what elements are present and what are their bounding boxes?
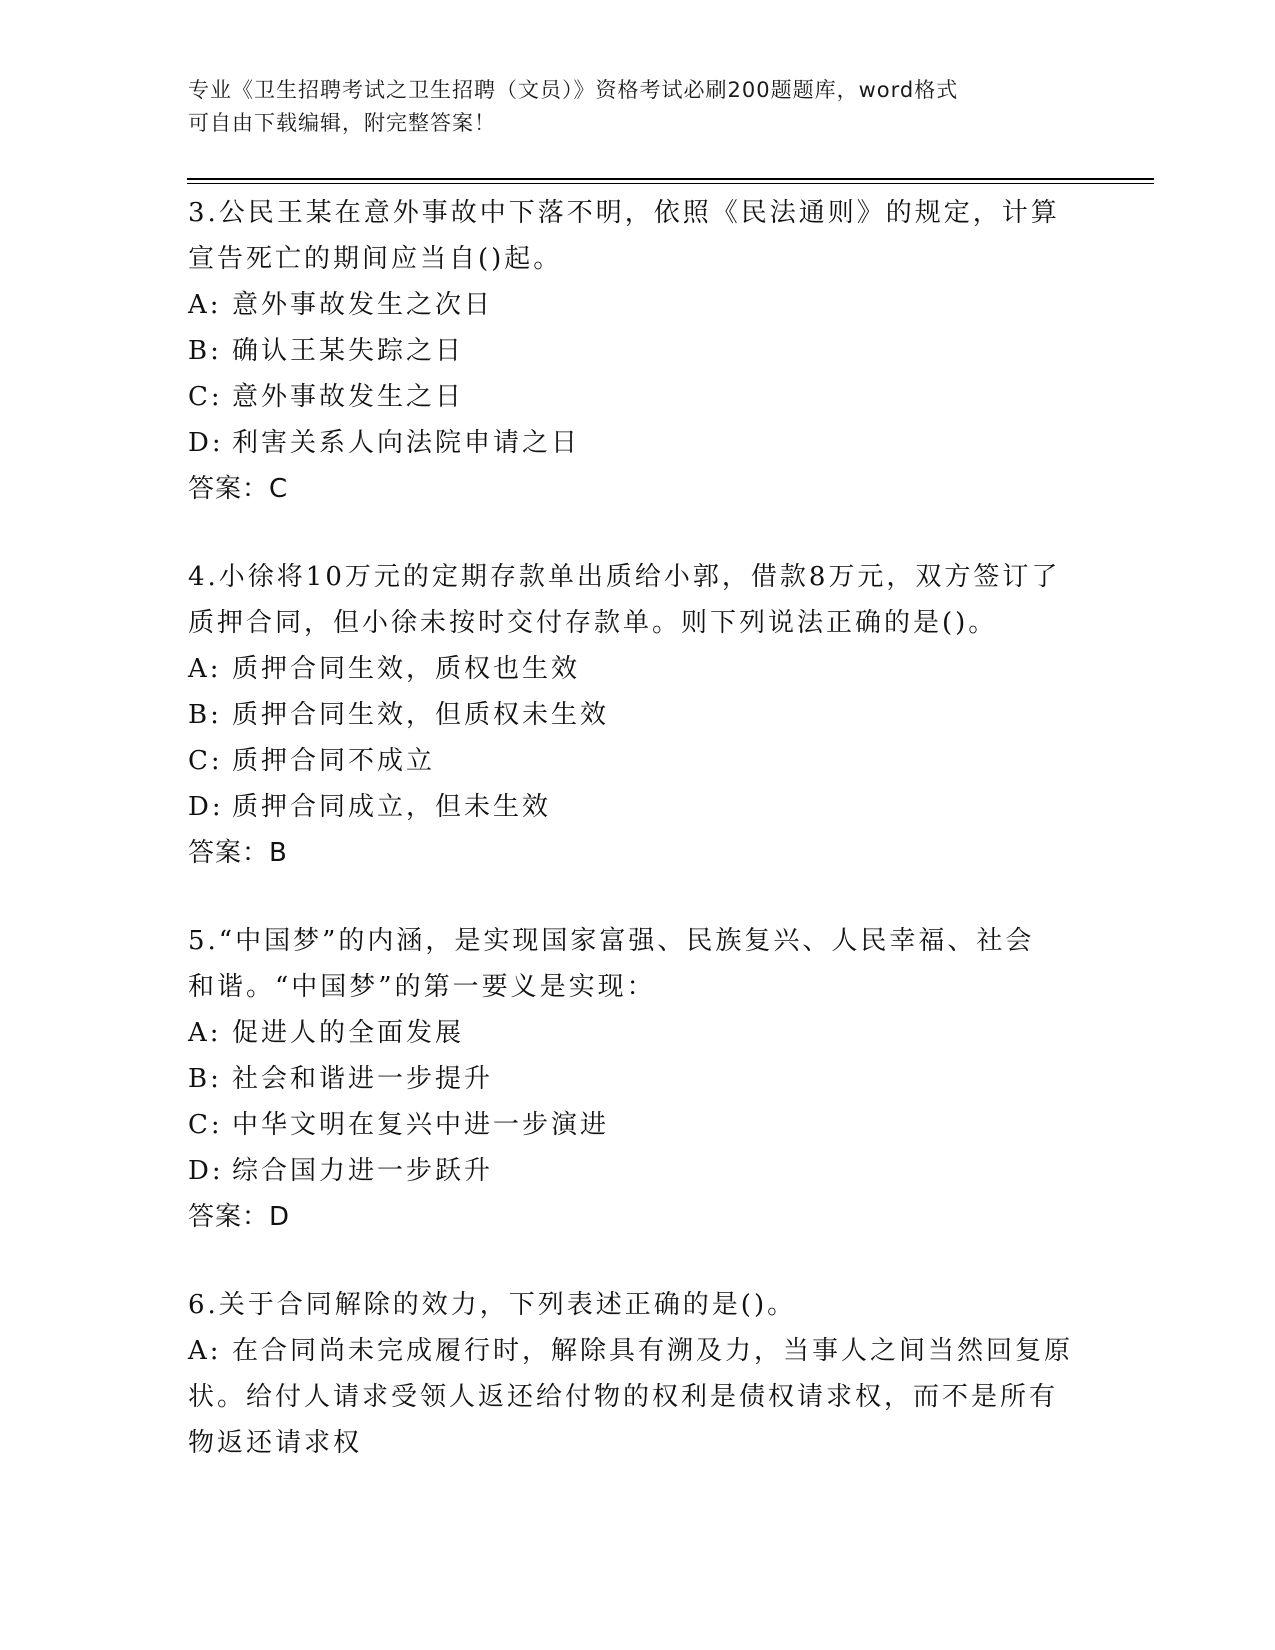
- question-3: [188, 190, 1088, 512]
- question-spacer: [188, 512, 1088, 554]
- header-line-1: 专业《卫生招聘考试之卫生招聘（文员）》资格考试必刷200题题库，word格式: [188, 78, 959, 102]
- option-key: D:: [188, 792, 224, 822]
- option-key: B:: [188, 1064, 222, 1094]
- question-4-option-d: [188, 784, 1088, 830]
- question-6-option-a-line-2: 状。给付人请求受领人返还给付物的权利是债权请求权，而不是所有: [188, 1382, 1059, 1412]
- question-4-option-c: [188, 738, 1088, 784]
- question-6-option-a-line-1: [188, 1328, 1088, 1374]
- question-spacer: [188, 1240, 1088, 1282]
- option-text: 确认王某失踪之日: [232, 336, 465, 366]
- option-key: A:: [188, 1018, 222, 1048]
- option-text: 质押合同不成立: [232, 746, 436, 776]
- question-5-option-a: [188, 1010, 1088, 1056]
- option-text: 促进人的全面发展: [232, 1018, 465, 1048]
- option-key: D:: [188, 428, 224, 458]
- header-divider-top: [187, 178, 1154, 180]
- question-5-answer: 答案：D: [188, 1202, 291, 1232]
- option-key: C:: [188, 1110, 223, 1140]
- option-key: C:: [188, 746, 223, 776]
- header-divider-bottom: [187, 183, 1154, 184]
- question-4: [188, 554, 1088, 876]
- question-spacer: [188, 876, 1088, 918]
- option-text: 质押合同生效，但质权未生效: [232, 700, 610, 730]
- option-text: 中华文明在复兴中进一步演进: [232, 1110, 610, 1140]
- question-4-line-2: 质押合同，但小徐未按时交付存款单。则下列说法正确的是()。: [188, 608, 998, 638]
- question-5: [188, 918, 1088, 1240]
- question-3-option-c: [188, 374, 1088, 420]
- option-text: 意外事故发生之次日: [232, 290, 494, 320]
- option-text: 综合国力进一步跃升: [232, 1156, 494, 1186]
- question-5-line-1: 5.“中国梦”的内涵，是实现国家富强、民族复兴、人民幸福、社会: [188, 926, 1035, 956]
- header-line-2: 可自由下载编辑，附完整答案！: [188, 111, 496, 135]
- question-6-option-a-line-3: 物返还请求权: [188, 1428, 363, 1458]
- question-5-line-2: 和谐。“中国梦”的第一要义是实现：: [188, 972, 656, 1002]
- question-4-option-b: [188, 692, 1088, 738]
- option-key: B:: [188, 700, 222, 730]
- option-key: A:: [188, 654, 222, 684]
- question-3-option-b: [188, 328, 1088, 374]
- question-3-option-a: [188, 282, 1088, 328]
- option-text: 在合同尚未完成履行时，解除具有溯及力，当事人之间当然回复原: [232, 1336, 1074, 1366]
- question-4-answer: 答案：B: [188, 838, 288, 868]
- question-5-option-d: [188, 1148, 1088, 1194]
- option-text: 意外事故发生之日: [232, 382, 465, 412]
- question-3-line-1: 3.公民王某在意外事故中下落不明，依照《民法通则》的规定，计算: [188, 198, 1060, 228]
- question-list: [188, 190, 1088, 1466]
- question-3-option-d: [188, 420, 1088, 466]
- question-6-line-1: 6.关于合同解除的效力，下列表述正确的是()。: [188, 1290, 797, 1320]
- question-4-option-a: [188, 646, 1088, 692]
- option-text: 利害关系人向法院申请之日: [232, 428, 581, 458]
- question-6: [188, 1282, 1088, 1466]
- option-text: 质押合同成立，但未生效: [232, 792, 552, 822]
- option-key: A:: [188, 1336, 222, 1366]
- option-key: D:: [188, 1156, 224, 1186]
- option-key: C:: [188, 382, 223, 412]
- option-key: A:: [188, 290, 222, 320]
- question-3-answer: 答案：C: [188, 474, 289, 504]
- document-header: [188, 74, 1088, 140]
- question-3-line-2: 宣告死亡的期间应当自()起。: [188, 244, 563, 274]
- question-5-option-b: [188, 1056, 1088, 1102]
- question-5-option-c: [188, 1102, 1088, 1148]
- question-4-line-1: 4.小徐将10万元的定期存款单出质给小郭，借款8万元，双方签订了: [188, 562, 1061, 592]
- option-text: 质押合同生效，质权也生效: [232, 654, 581, 684]
- option-key: B:: [188, 336, 222, 366]
- option-text: 社会和谐进一步提升: [232, 1064, 494, 1094]
